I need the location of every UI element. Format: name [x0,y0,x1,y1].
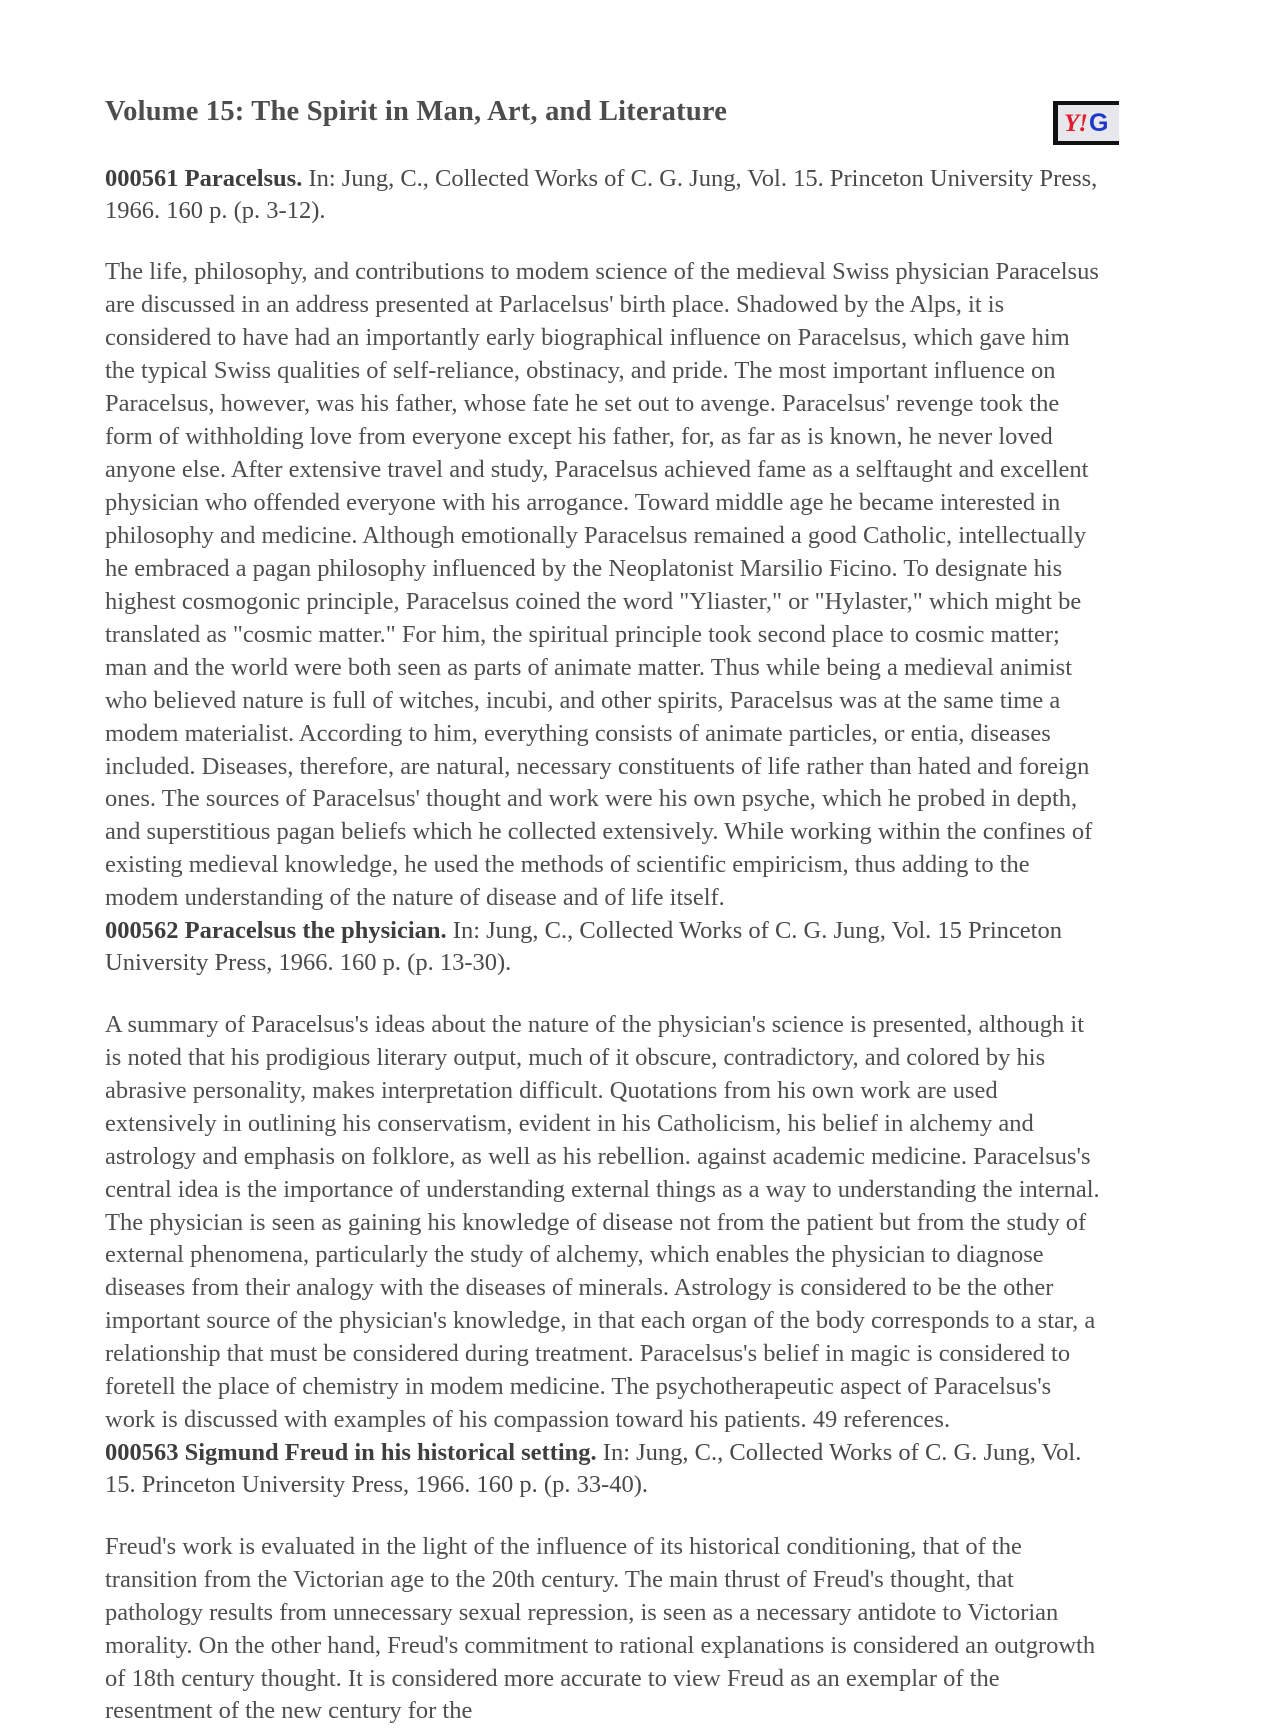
citation-source-details: In: Jung, C., Collected Works of C. G. Jung, Vol. 15 Princeton University Press, 1966. 160 p. (p. 13-30). [105,917,1062,977]
abstract-text: The life, philosophy, and contributions to modem science of the medieval Swiss physician Paracelsus are discussed in an address presented at Parlacelsus' birth place. Shadowed by the Alps, it is considered to have had an importantly early biographical influence on Paracelsus, which gave him the typical Swiss qualities of self-reliance, obstinacy, and pride. The most important influence on Paracelsus, however, was his father, whose fate he set out to avenge. Paracelsus' revenge took the form of withholding love from everyone except his father, for, as far as is known, he never loved anyone else. After extensive travel and study, Paracelsus achieved fame as a selftaught and excellent physician who offended everyone with his arrogance. Toward middle age he became interested in philosophy and medicine. Although emotionally Paracelsus remained a good Catholic, intellectually he embraced a pagan philosophy influenced by the Neoplatonist Marsilio Ficino. To designate his highest cosmogonic principle, Paracelsus coined the word "Yliaster," or "Hylaster," which might be translated as "cosmic matter." For him, the spiritual principle took second place to cosmic matter; man and the world were both seen as parts of animate matter. Thus while being a medieval animist who believed nature is full of witches, incubi, and other spirits, Paracelsus was at the same time a modem materialist. According to him, everything consists of animate particles, or entia, diseases included. Diseases, therefore, are natural, necessary constituents of life rather than hated and foreign ones. The sources of Paracelsus' thought and work were his own psyche, which he probed in depth, and superstitious pagan beliefs which he collected extensively. While working within the confines of existing medieval knowledge, he used the methods of scientific empiricism, thus adding to the modem understanding of the nature of disease and of life itself. [105,258,1099,912]
citation-source-details: In: Jung, C., Collected Works of C. G. Jung, Vol. 15. Princeton University Press, 1966. 160 p. (p. 3-12). [105,164,1098,224]
google-logo-icon: G [1089,108,1109,137]
citation-line [105,915,1100,979]
citation-reference-heading: 000561 Paracelsus. [105,164,303,192]
citation-line [105,1437,1100,1501]
abstract-text: Freud's work is evaluated in the light of the influence of its historical conditioning, that of the transition from the Victorian age to the 20th century. The main thrust of Freud's thought, that pathology results from unnecessary sexual repression, is seen as a necessary antidote to Victorian morality. On the other hand, Freud's commitment to rational explanations is considered an outgrowth of 18th century thought. It is considered more accurate to view Freud as an exemplar of the resentment of the new century for the [105,1532,1096,1725]
citation-source-details: In: Jung, C., Collected Works of C. G. Jung, Vol. 15. Princeton University Press, 1966. 160 p. (p. 33-40). [105,1439,1082,1498]
abstract-text: A summary of Paracelsus's ideas about the nature of the physician's science is presented, although it is noted that his prodigious literary output, much of it obscure, contradictory, and colored by his abrasive personality, makes interpretation difficult. Quotations from his own work are used extensively in outlining his conservatism, evident in his Catholicism, his belief in alchemy and astrology and emphasis on folklore, as well as his rebellion. against academic medicine. Paracelsus's central idea is the importance of understanding external things as a way to understanding the internal. The physician is seen as gaining his knowledge of disease not from the patient but from the study of external phenomena, particularly the study of alchemy, which enables the physician to diagnose diseases from their analogy with the diseases of minerals. Astrology is considered to be the other important source of the physician's knowledge, in that each organ of the body corresponds to a star, a relationship that must be considered during treatment. Paracelsus's belief in magic is considered to foretell the place of chemistry in modem medicine. The psychotherapeutic aspect of Paracelsus's work is discussed with examples of his compassion toward his patients. 49 references. [105,1010,1100,1434]
citation-reference-heading: 000563 Sigmund Freud in his historical setting. [105,1439,597,1467]
document-content [105,96,1100,1728]
bibliography-entry [105,163,1100,915]
citation-reference-heading: 000562 Paracelsus the physician. [105,917,447,945]
bibliography-entry [105,1437,1100,1728]
bibliography-entry [105,915,1100,1437]
citation-line [105,163,1100,227]
yahoo-logo-icon: Y! [1064,109,1087,137]
page-title: Volume 15: The Spirit in Man, Art, and Literature [105,96,728,127]
